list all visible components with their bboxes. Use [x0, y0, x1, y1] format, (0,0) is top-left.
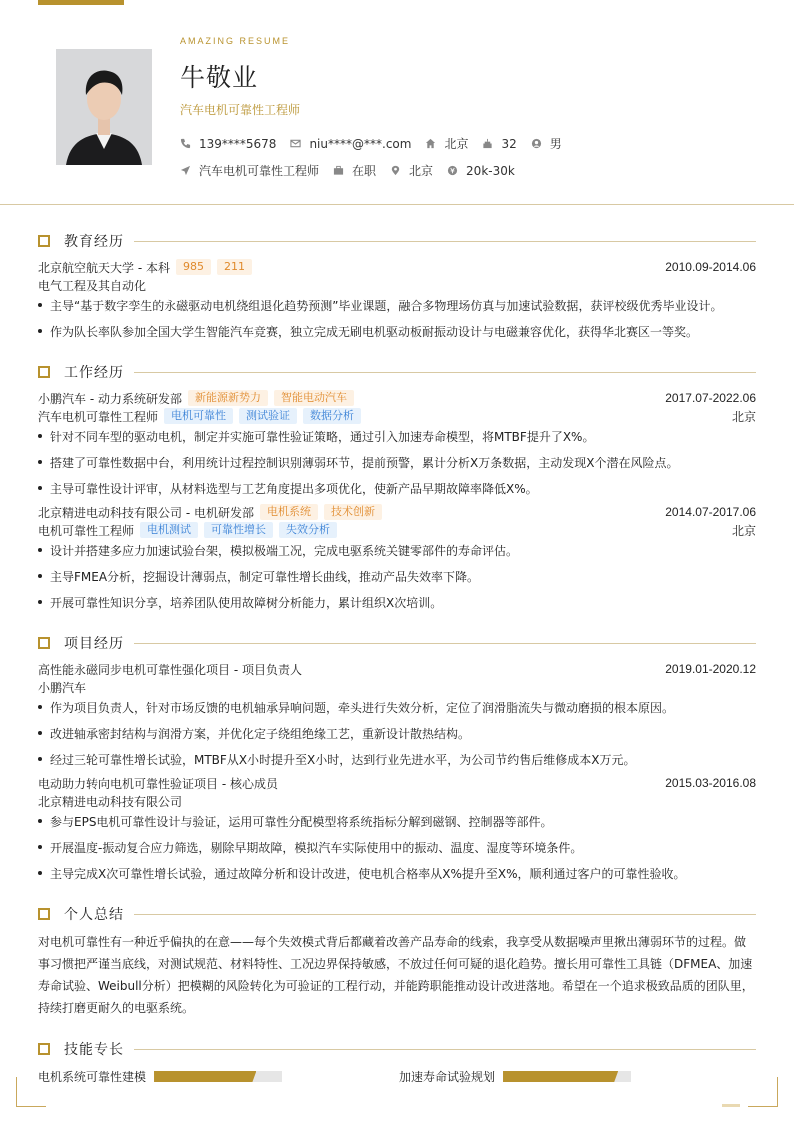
work-city: 北京: [731, 523, 756, 538]
section-divider: [134, 1049, 756, 1050]
job-title: 汽车电机可靠性工程师: [180, 103, 301, 117]
role-tag: 可靠性增长: [204, 522, 273, 538]
role-tag: 测试验证: [239, 408, 297, 424]
project-date: 2019.01-2020.12: [665, 662, 756, 676]
skill-level-bar: [154, 1071, 282, 1082]
section-marker: [38, 235, 50, 247]
work-bullet: 主导可靠性设计评审，从材料选型与工艺角度提出多项优化，使新产品早期故障率降低X%。: [38, 480, 756, 497]
section-marker: [38, 637, 50, 649]
section-work: [38, 362, 756, 382]
section-title-text: 技能专长: [64, 1042, 124, 1058]
role-name: 电机可靠性工程师: [38, 523, 135, 538]
project-name: 电动助力转向电机可靠性验证项目 - 核心成员: [38, 776, 278, 791]
mail-icon: [290, 138, 301, 149]
project-bullet: 经过三轮可靠性增长试验，MTBF从X小时提升至X小时，达到行业先进水平，为公司节约售后维修成本X万元。: [38, 751, 756, 768]
education-major-row: [38, 276, 756, 294]
education-header-row: [38, 258, 756, 276]
section-summary: [38, 904, 756, 924]
section-title-text: 个人总结: [64, 907, 124, 923]
project-header-row: [38, 660, 756, 678]
company-tag: 智能电动汽车: [274, 390, 354, 406]
project-bullet: 开展温度-振动复合应力筛选，剔除早期故障，模拟汽车实际使用中的振动、温度、湿度等环境条件。: [38, 839, 756, 856]
email-item: [290, 137, 411, 151]
project-org-row: [38, 792, 756, 810]
send-icon: [180, 165, 191, 176]
skill-level-bar: [503, 1071, 631, 1082]
role-tag: 失效分析: [279, 522, 337, 538]
salary-icon: [447, 165, 458, 176]
work-role-row: [38, 407, 756, 425]
project-bullet: 参与EPS电机可靠性设计与验证，运用可靠性分配模型将系统指标分解到磁钢、控制器等部件。: [38, 813, 756, 830]
job-intent-row: [180, 162, 529, 179]
city-text: 北京: [409, 164, 434, 178]
page-corner-decoration: [748, 1077, 778, 1107]
project-bullet: 作为项目负责人，针对市场反馈的电机轴承异响问题，牵头进行失效分析，定位了润滑脂流失与微动磨损的根本原因。: [38, 699, 756, 716]
profile-photo: [56, 49, 152, 165]
work-bullet: 设计并搭建多应力加速试验台架，模拟极端工况，完成电驱系统关键零部件的寿命评估。: [38, 542, 756, 559]
education-bullet: 作为队长率队参加全国大学生智能汽车竞赛，独立完成无刷电机驱动板耐振动设计与电磁兼容优化，获得华北赛区一等奖。: [38, 323, 756, 340]
salary-text: 20k-30k: [466, 163, 515, 178]
skill-name: 加速寿命试验规划: [399, 1070, 496, 1084]
work-company-row: [38, 503, 756, 521]
company-tag: 电机系统: [260, 504, 318, 520]
company-name: 小鹏汽车 - 动力系统研发部: [38, 391, 182, 406]
section-title-text: 项目经历: [64, 636, 124, 652]
skill-name: 电机系统可靠性建模: [38, 1070, 147, 1084]
skill-item: [399, 1068, 631, 1085]
section-education: [38, 231, 756, 251]
work-bullet: 主导FMEA分析，挖掘设计薄弱点，制定可靠性增长曲线，推动产品失效率下降。: [38, 568, 756, 585]
phone-item: [180, 137, 276, 151]
brand-label: AMAZING RESUME: [180, 36, 291, 46]
education-bullet: 主导“基于数字孪生的永磁驱动电机绕组退化趋势预测”毕业课题，融合多物理场仿真与加速试验数据，获评校级优秀毕业设计。: [38, 297, 756, 314]
phone-icon: [180, 138, 191, 149]
cake-icon: [482, 138, 493, 149]
role-tag: 电机测试: [140, 522, 198, 538]
project-header-row: [38, 774, 756, 792]
work-date: 2014.07-2017.06: [665, 505, 756, 519]
home-icon: [425, 138, 436, 149]
summary-text: 对电机可靠性有一种近乎偏执的在意——每个失效模式背后都藏着改善产品寿命的线索，我享受从数据噪声里揪出薄弱环节的过程。做事习惯把严谨当底线，对测试规范、材料特性、工况边界保持敏感，不放过任何可疑的退化趋势。擅长用可靠性工具链（DFMEA、加速寿命试验、Weibull分析）把模糊的风险转化为可验证的工程行动，并能跨职能推动设计改进落地。希望在一个追求极致品质的团队里，持续打磨更耐久的电驱系统。: [38, 935, 754, 1015]
project-name: 高性能永磁同步电机可靠性强化项目 - 项目负责人: [38, 662, 302, 677]
home-text: 北京: [444, 137, 469, 151]
role-name: 汽车电机可靠性工程师: [38, 409, 159, 424]
status-text: 在职: [352, 164, 377, 178]
company-tag: 技术创新: [324, 504, 382, 520]
status-item: [333, 162, 376, 179]
project-org: 小鹏汽车: [38, 680, 87, 695]
skill-item: [38, 1068, 282, 1085]
work-city: 北京: [731, 409, 756, 424]
candidate-name: 牛敬业: [180, 63, 259, 92]
role-tag: 电机可靠性: [164, 408, 233, 424]
intent-item: [180, 162, 319, 179]
section-marker: [38, 366, 50, 378]
gender-icon: [531, 138, 542, 149]
work-bullet: 开展可靠性知识分享，培养团队使用故障树分析能力，累计组织X次培训。: [38, 594, 756, 611]
major-name: 电气工程及其自动化: [38, 278, 147, 293]
page-corner-decoration: [16, 1077, 46, 1107]
section-marker: [38, 1043, 50, 1055]
company-tag: 新能源新势力: [188, 390, 268, 406]
project-bullet: 改进轴承密封结构与润滑方案，并优化定子绕组绝缘工艺，重新设计散热结构。: [38, 725, 756, 742]
work-role-row: [38, 521, 756, 539]
briefcase-icon: [333, 165, 344, 176]
city-item: [390, 162, 433, 179]
section-skills: [38, 1039, 756, 1059]
section-divider: [134, 914, 756, 915]
section-title-text: 教育经历: [64, 234, 124, 250]
education-date: 2010.09-2014.06: [665, 260, 756, 274]
section-marker: [38, 908, 50, 920]
location-icon: [390, 165, 401, 176]
skill-level-fill: [503, 1071, 618, 1082]
gender-item: [531, 135, 562, 152]
contact-row: [180, 135, 576, 152]
project-org-row: [38, 678, 756, 696]
project-bullet: 主导完成X次可靠性增长试验，通过故障分析和设计改进，使电机合格率从X%提升至X%，顺利通过客户的可靠性验收。: [38, 865, 756, 882]
project-org: 北京精进电动科技有限公司: [38, 794, 183, 809]
age-text: 32: [501, 136, 517, 151]
skill-level-fill: [154, 1071, 256, 1082]
section-divider: [134, 241, 756, 242]
section-title-text: 工作经历: [64, 365, 124, 381]
company-name: 北京精进电动科技有限公司 - 电机研发部: [38, 505, 254, 520]
section-projects: [38, 633, 756, 653]
school-name: 北京航空航天大学 - 本科: [38, 260, 170, 275]
email-text: niu****@***.com: [309, 136, 412, 151]
home-item: [425, 135, 468, 152]
top-accent-bar: [38, 0, 124, 5]
work-bullet: 搭建了可靠性数据中台，利用统计过程控制识别薄弱环节，提前预警，累计分析X万条数据，主动发现X个潜在风险点。: [38, 454, 756, 471]
section-divider: [134, 643, 756, 644]
page-mark: [722, 1104, 740, 1107]
section-divider: [134, 372, 756, 373]
salary-item: [447, 164, 515, 178]
school-tag: 985: [176, 259, 211, 275]
work-date: 2017.07-2022.06: [665, 391, 756, 405]
role-tag: 数据分析: [303, 408, 361, 424]
header-divider: [0, 204, 794, 205]
gender-text: 男: [549, 137, 562, 151]
intent-text: 汽车电机可靠性工程师: [199, 164, 320, 178]
project-date: 2015.03-2016.08: [665, 776, 756, 790]
school-tag: 211: [217, 259, 252, 275]
work-bullet: 针对不同车型的驱动电机，制定并实施可靠性验证策略，通过引入加速寿命模型，将MTBF提升了X%。: [38, 428, 756, 445]
phone-text: 139****5678: [199, 136, 277, 151]
work-company-row: [38, 389, 756, 407]
age-item: [482, 137, 516, 151]
